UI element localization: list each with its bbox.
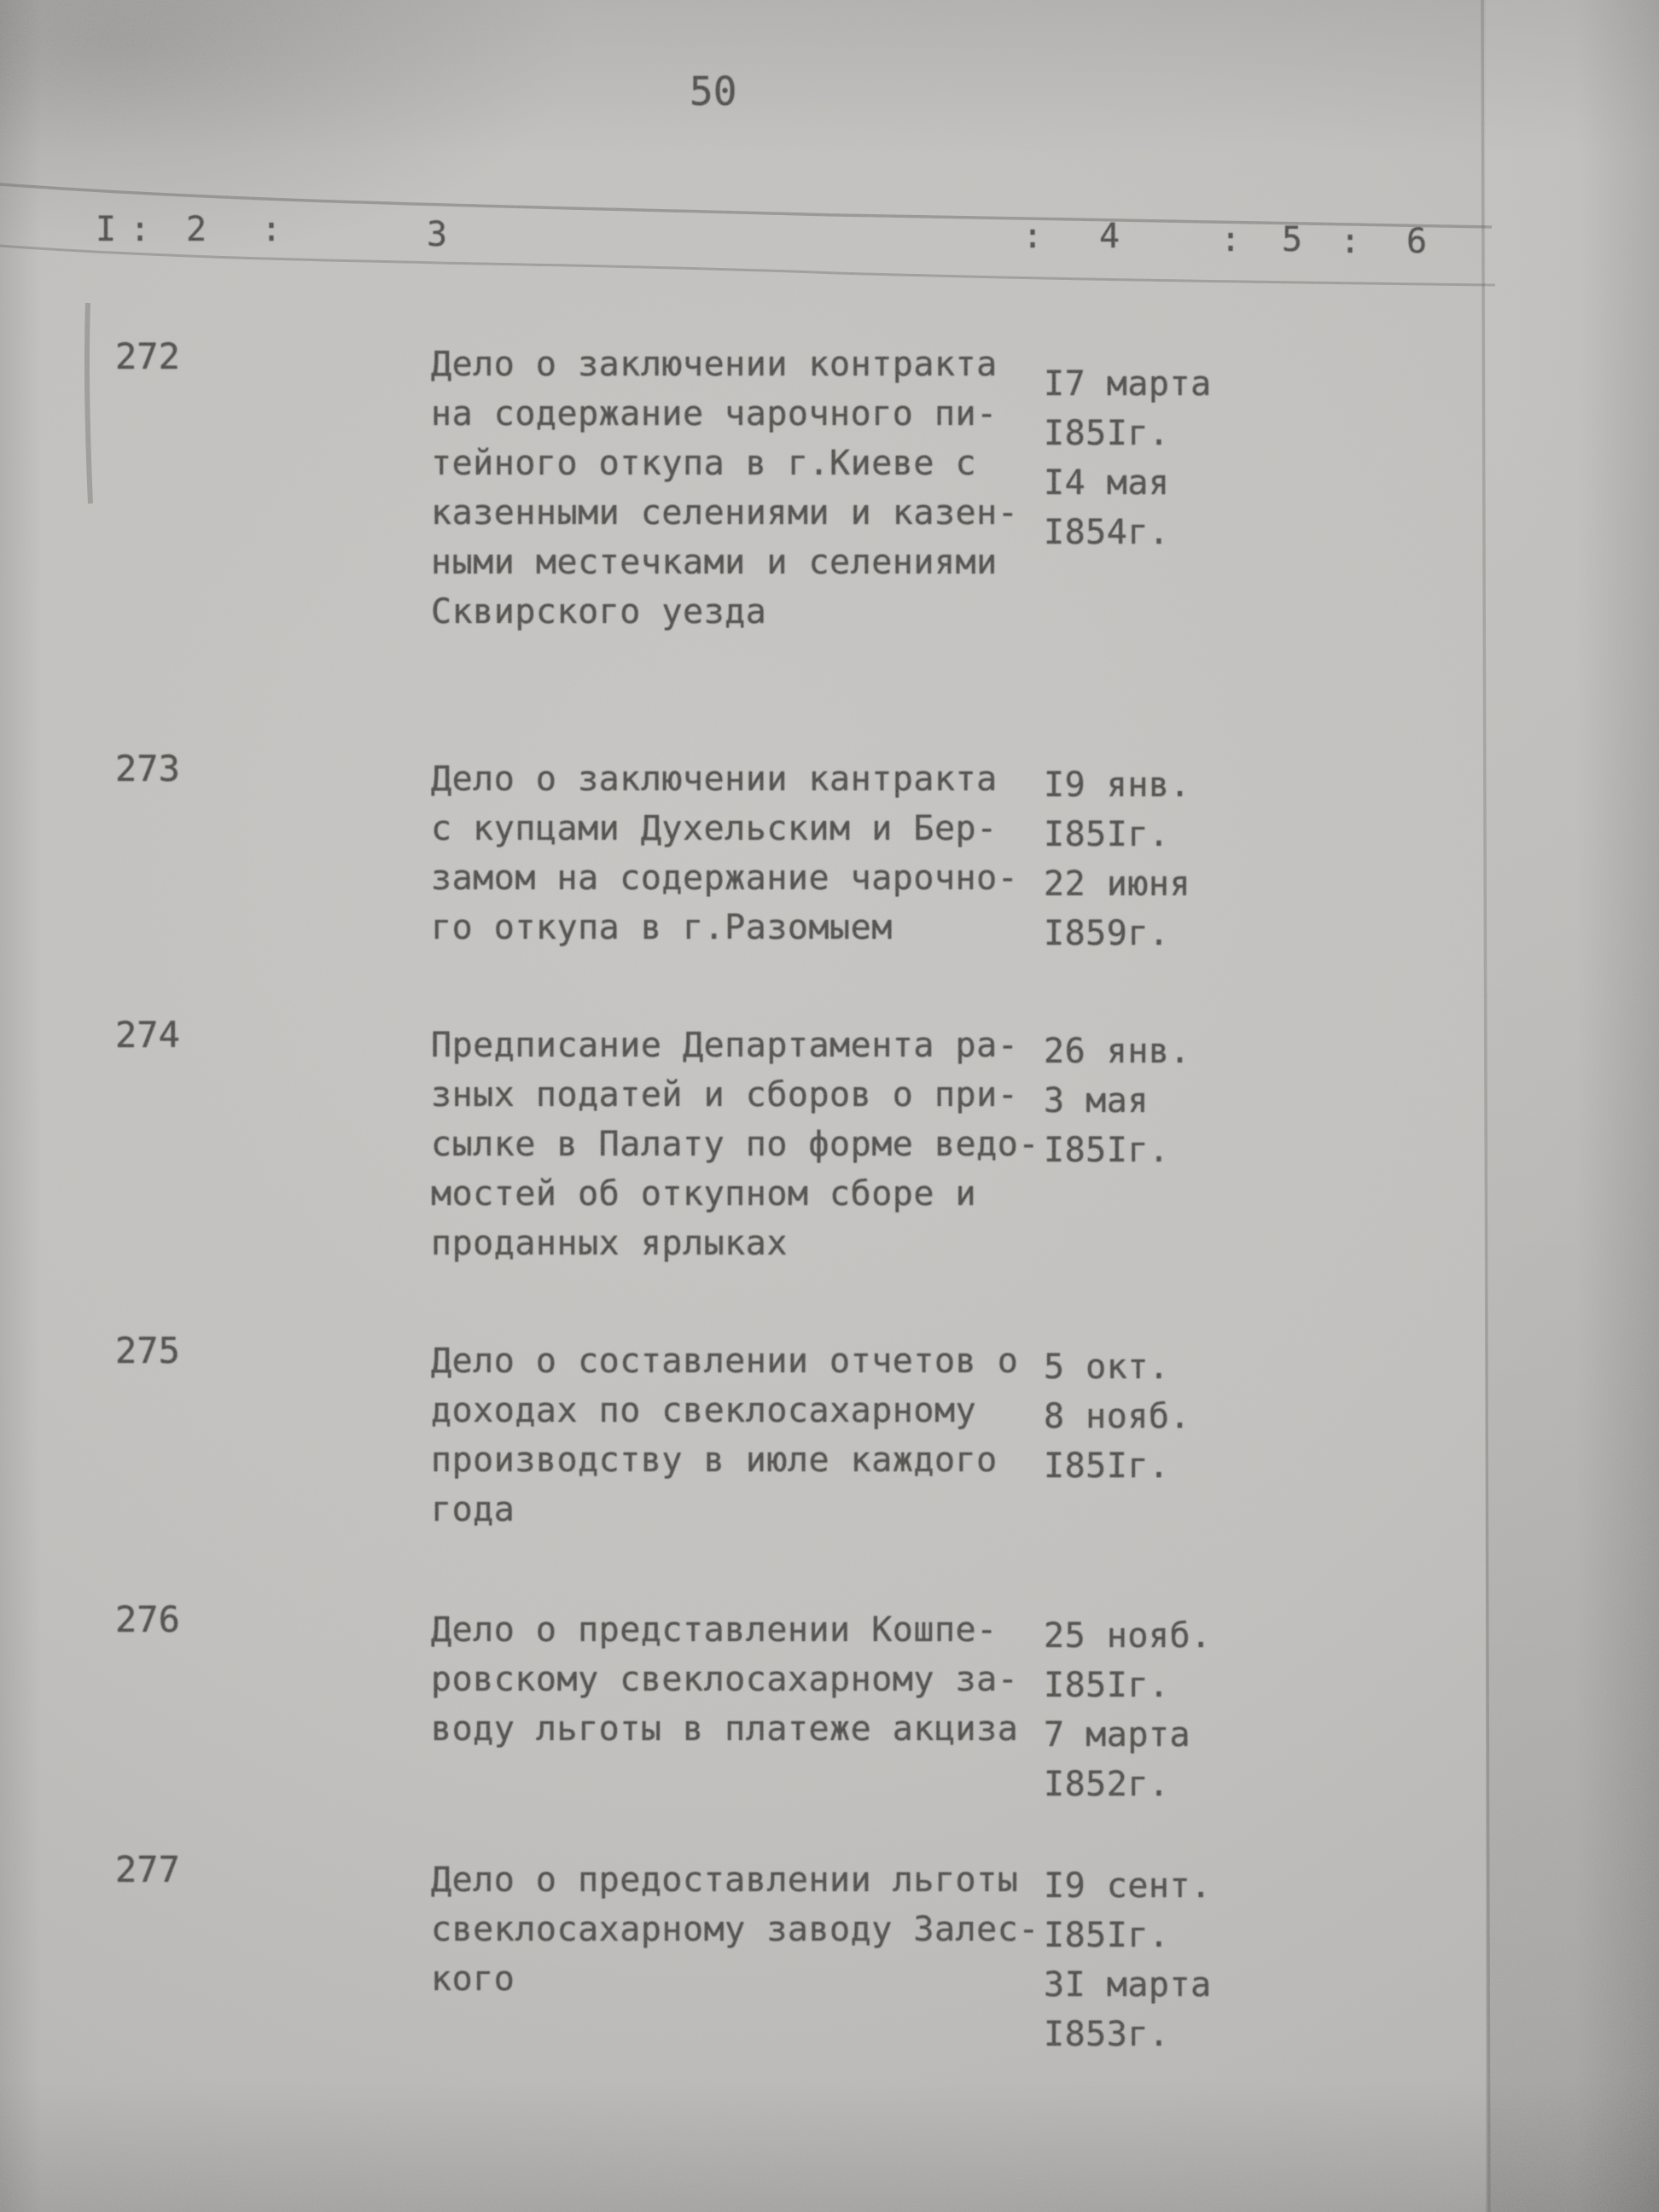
case-date-line: 3I марта (1044, 1965, 1212, 2005)
case-date-line: I85Iг. (1044, 1447, 1170, 1486)
case-description-line: года (431, 1490, 515, 1529)
case-date-line: I9 янв. (1044, 765, 1191, 805)
case-date-line: 22 июня (1044, 864, 1191, 904)
case-number: 277 (115, 1848, 180, 1890)
case-description (431, 1605, 1018, 1754)
case-description (431, 1855, 1039, 2004)
case-date-line: 5 окт. (1044, 1348, 1170, 1387)
column-header-2: 2 (186, 210, 207, 249)
column-header-3: 3 (427, 215, 448, 254)
case-description-line: воду льготы в платеже акциза (431, 1709, 1019, 1749)
case-description-line: го откупа в г.Разомыем (431, 908, 893, 947)
case-date-line: I853г. (1044, 2015, 1170, 2054)
case-description-line: тейного откупа в г.Киеве с (431, 444, 977, 483)
case-description-line: с купцами Духельским и Бер- (431, 809, 998, 848)
case-description-line: Дело о составлении отчетов о (431, 1342, 1019, 1381)
case-description-line: на содержание чарочного пи- (431, 394, 998, 434)
case-date-line: 7 марта (1044, 1715, 1191, 1755)
case-description-line: казенными селениями и казен- (431, 493, 1019, 533)
case-dates (1044, 760, 1190, 958)
column-header-6: 6 (1406, 222, 1428, 261)
case-number: 276 (115, 1598, 180, 1640)
case-description-line: производству в июле каждого (431, 1441, 998, 1480)
case-date-line: I85Iг. (1044, 414, 1170, 453)
case-date-line: I85Iг. (1044, 815, 1170, 854)
case-description-line: мостей об откупном сборе и (431, 1174, 977, 1214)
case-description (431, 340, 1018, 637)
case-date-line: 3 мая (1044, 1081, 1149, 1121)
case-description-line: Предписание Департамента ра- (431, 1026, 1019, 1065)
case-description-line: кого (431, 1959, 515, 1999)
case-description-line: проданных ярлыках (431, 1224, 788, 1263)
case-date-line: I85Iг. (1044, 1916, 1170, 1955)
case-number: 274 (115, 1014, 180, 1056)
case-number: 273 (115, 748, 180, 789)
case-date-line: I852г. (1044, 1765, 1170, 1804)
case-description-line: Сквирского уезда (431, 592, 767, 632)
case-date-line: I854г. (1044, 513, 1170, 552)
case-dates (1044, 1027, 1190, 1175)
column-separator: : (261, 210, 282, 249)
case-description-line: свеклосахарному заводу Залес- (431, 1910, 1039, 1949)
column-header-1: I (96, 210, 117, 249)
case-date-line: I859г. (1044, 914, 1170, 953)
case-date-line: I85Iг. (1044, 1131, 1170, 1170)
case-date-line: 26 янв. (1044, 1032, 1191, 1071)
column-header-4: 4 (1099, 217, 1121, 256)
case-date-line: I9 сент. (1044, 1866, 1212, 1906)
case-dates (1044, 359, 1212, 557)
case-description-line: Дело о заключении контракта (431, 345, 998, 384)
case-description-line: Дело о предоставлении льготы (431, 1860, 1019, 1900)
page-number: 50 (690, 68, 737, 114)
case-description (431, 1336, 1018, 1534)
case-description-line: замом на содержание чарочно- (431, 859, 1019, 898)
case-description-line: доходах по свеклосахарному (431, 1391, 977, 1430)
case-dates (1044, 1342, 1190, 1491)
case-number: 275 (115, 1330, 180, 1371)
case-description (431, 754, 1018, 952)
case-date-line: 25 нояб. (1044, 1616, 1212, 1656)
case-date-line: 8 нояб. (1044, 1397, 1191, 1436)
case-description-line: Дело о представлении Кошпе- (431, 1610, 998, 1650)
case-description (431, 1021, 1039, 1268)
case-description-line: сылке в Палату по форме ведо- (431, 1125, 1039, 1164)
column-separator: : (130, 210, 151, 249)
case-date-line: I7 марта (1044, 364, 1212, 404)
case-dates (1044, 1611, 1212, 1809)
case-dates (1044, 1861, 1212, 2059)
case-description-line: зных податей и сборов о при- (431, 1075, 1019, 1115)
column-separator: : (1022, 217, 1044, 256)
case-description-line: ными местечками и селениями (431, 543, 998, 582)
case-description-line: Дело о заключении кантракта (431, 760, 998, 799)
column-separator: : (1220, 220, 1242, 259)
case-number: 272 (115, 335, 180, 377)
column-header-5: 5 (1282, 220, 1303, 259)
case-date-line: I85Iг. (1044, 1666, 1170, 1705)
case-date-line: I4 мая (1044, 463, 1170, 503)
column-separator: : (1340, 222, 1361, 261)
case-description-line: ровскому свеклосахарному за- (431, 1660, 1019, 1699)
